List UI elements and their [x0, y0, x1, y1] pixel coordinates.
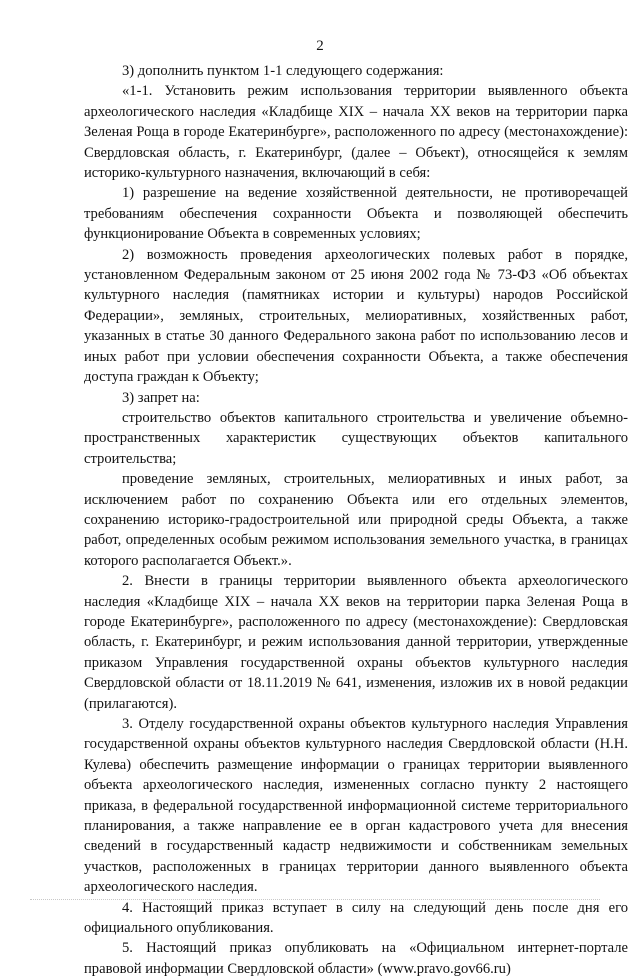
paragraph-prohibition-heading: 3) запрет на:: [122, 389, 200, 406]
page-number: 2: [316, 38, 324, 54]
paragraph-archaeological-works: 2) возможность проведения археологических полевых работ в порядке, установленном Федеральным законом от 25 июня 2002 года № 73-ФЗ «Об объектах культурного наследия (памятниках истории и культуры) народов Российской Федерации», земляных, строительных, мелиоративных, хозяйственных работ, указанных в статье 30 данного Федерального закона работ по использованию лесов и иных работ при условии обеспечения сохранности Объекта, а также обеспечения доступа граждан к Объекту;: [84, 246, 628, 386]
paragraph-permission-economic-activity: 1) разрешение на ведение хозяйственной деятельности, не противоречащей требованиям обеспечения сохранности Объекта и позволяющей обеспечить функционирование Объекта в современных условиях;: [84, 185, 628, 243]
document-body: [84, 61, 628, 979]
paragraph-item-4: 4. Настоящий приказ вступает в силу на следующий день после дня его официального опубликования.: [84, 899, 628, 937]
paragraph-prohibition-construction: строительство объектов капитального строительства и увеличение объемно-пространственных характеристик существующих объектов капитального строительства;: [84, 409, 628, 467]
paragraph-clause-1-1: «1-1. Установить режим использования территории выявленного объекта археологического наследия «Кладбище XIX – начала XX веков на территории парка Зеленая Роща в городе Екатеринбурге», расположенного по адресу (местонахождение): Свердловская область, г. Екатеринбург, (далее – Объект), относящейся к землям историко-культурного назначения, включающий в себя:: [84, 83, 628, 182]
paragraph-item-2: 2. Внести в границы территории выявленного объекта археологического наследия «Кладбище XIX – начала XX веков на территории парка Зеленая Роща в городе Екатеринбурге», расположенного по адресу (местонахождение): Свердловская область, г. Екатеринбург, и режим использования данной территории, утвержденные приказом Управления государственной охраны объектов культурного наследия Свердловской области от 18.11.2019 № 641, изменения, изложив их в новой редакции (прилагаются).: [84, 573, 628, 712]
paragraph-item-3: 3. Отделу государственной охраны объектов культурного наследия Управления государственной охраны объектов культурного наследия Свердловской области (Н.Н. Кулева) обеспечить размещение информации о границах территории выявленного объекта археологического наследия, измененных согласно пункту 2 настоящего приказа, в федеральной государственной информационной системе территориального планирования, а также направление ее в орган кадастрового учета для внесения сведений в государственный кадастр недвижимости и собственникам земельных участков, расположенных в границах территории данного выявленного объекта археологического наследия.: [84, 716, 628, 896]
scan-edge-line: [30, 899, 600, 901]
paragraph-item-5: 5. Настоящий приказ опубликовать на «Официальном интернет-портале правовой информации Свердловской области» (www.pravo.gov66.ru): [84, 940, 628, 977]
paragraph-amendment-intro: 3) дополнить пунктом 1-1 следующего содержания:: [122, 63, 444, 79]
paragraph-prohibition-works: проведение земляных, строительных, мелиоративных и иных работ, за исключением работ по сохранению Объекта или его отдельных элементов, сохранению историко-градостроительной или природной среды Объекта, а также работ, определенных особым режимом использования земельного участка, в границах которого располагается Объект.».: [84, 471, 628, 569]
